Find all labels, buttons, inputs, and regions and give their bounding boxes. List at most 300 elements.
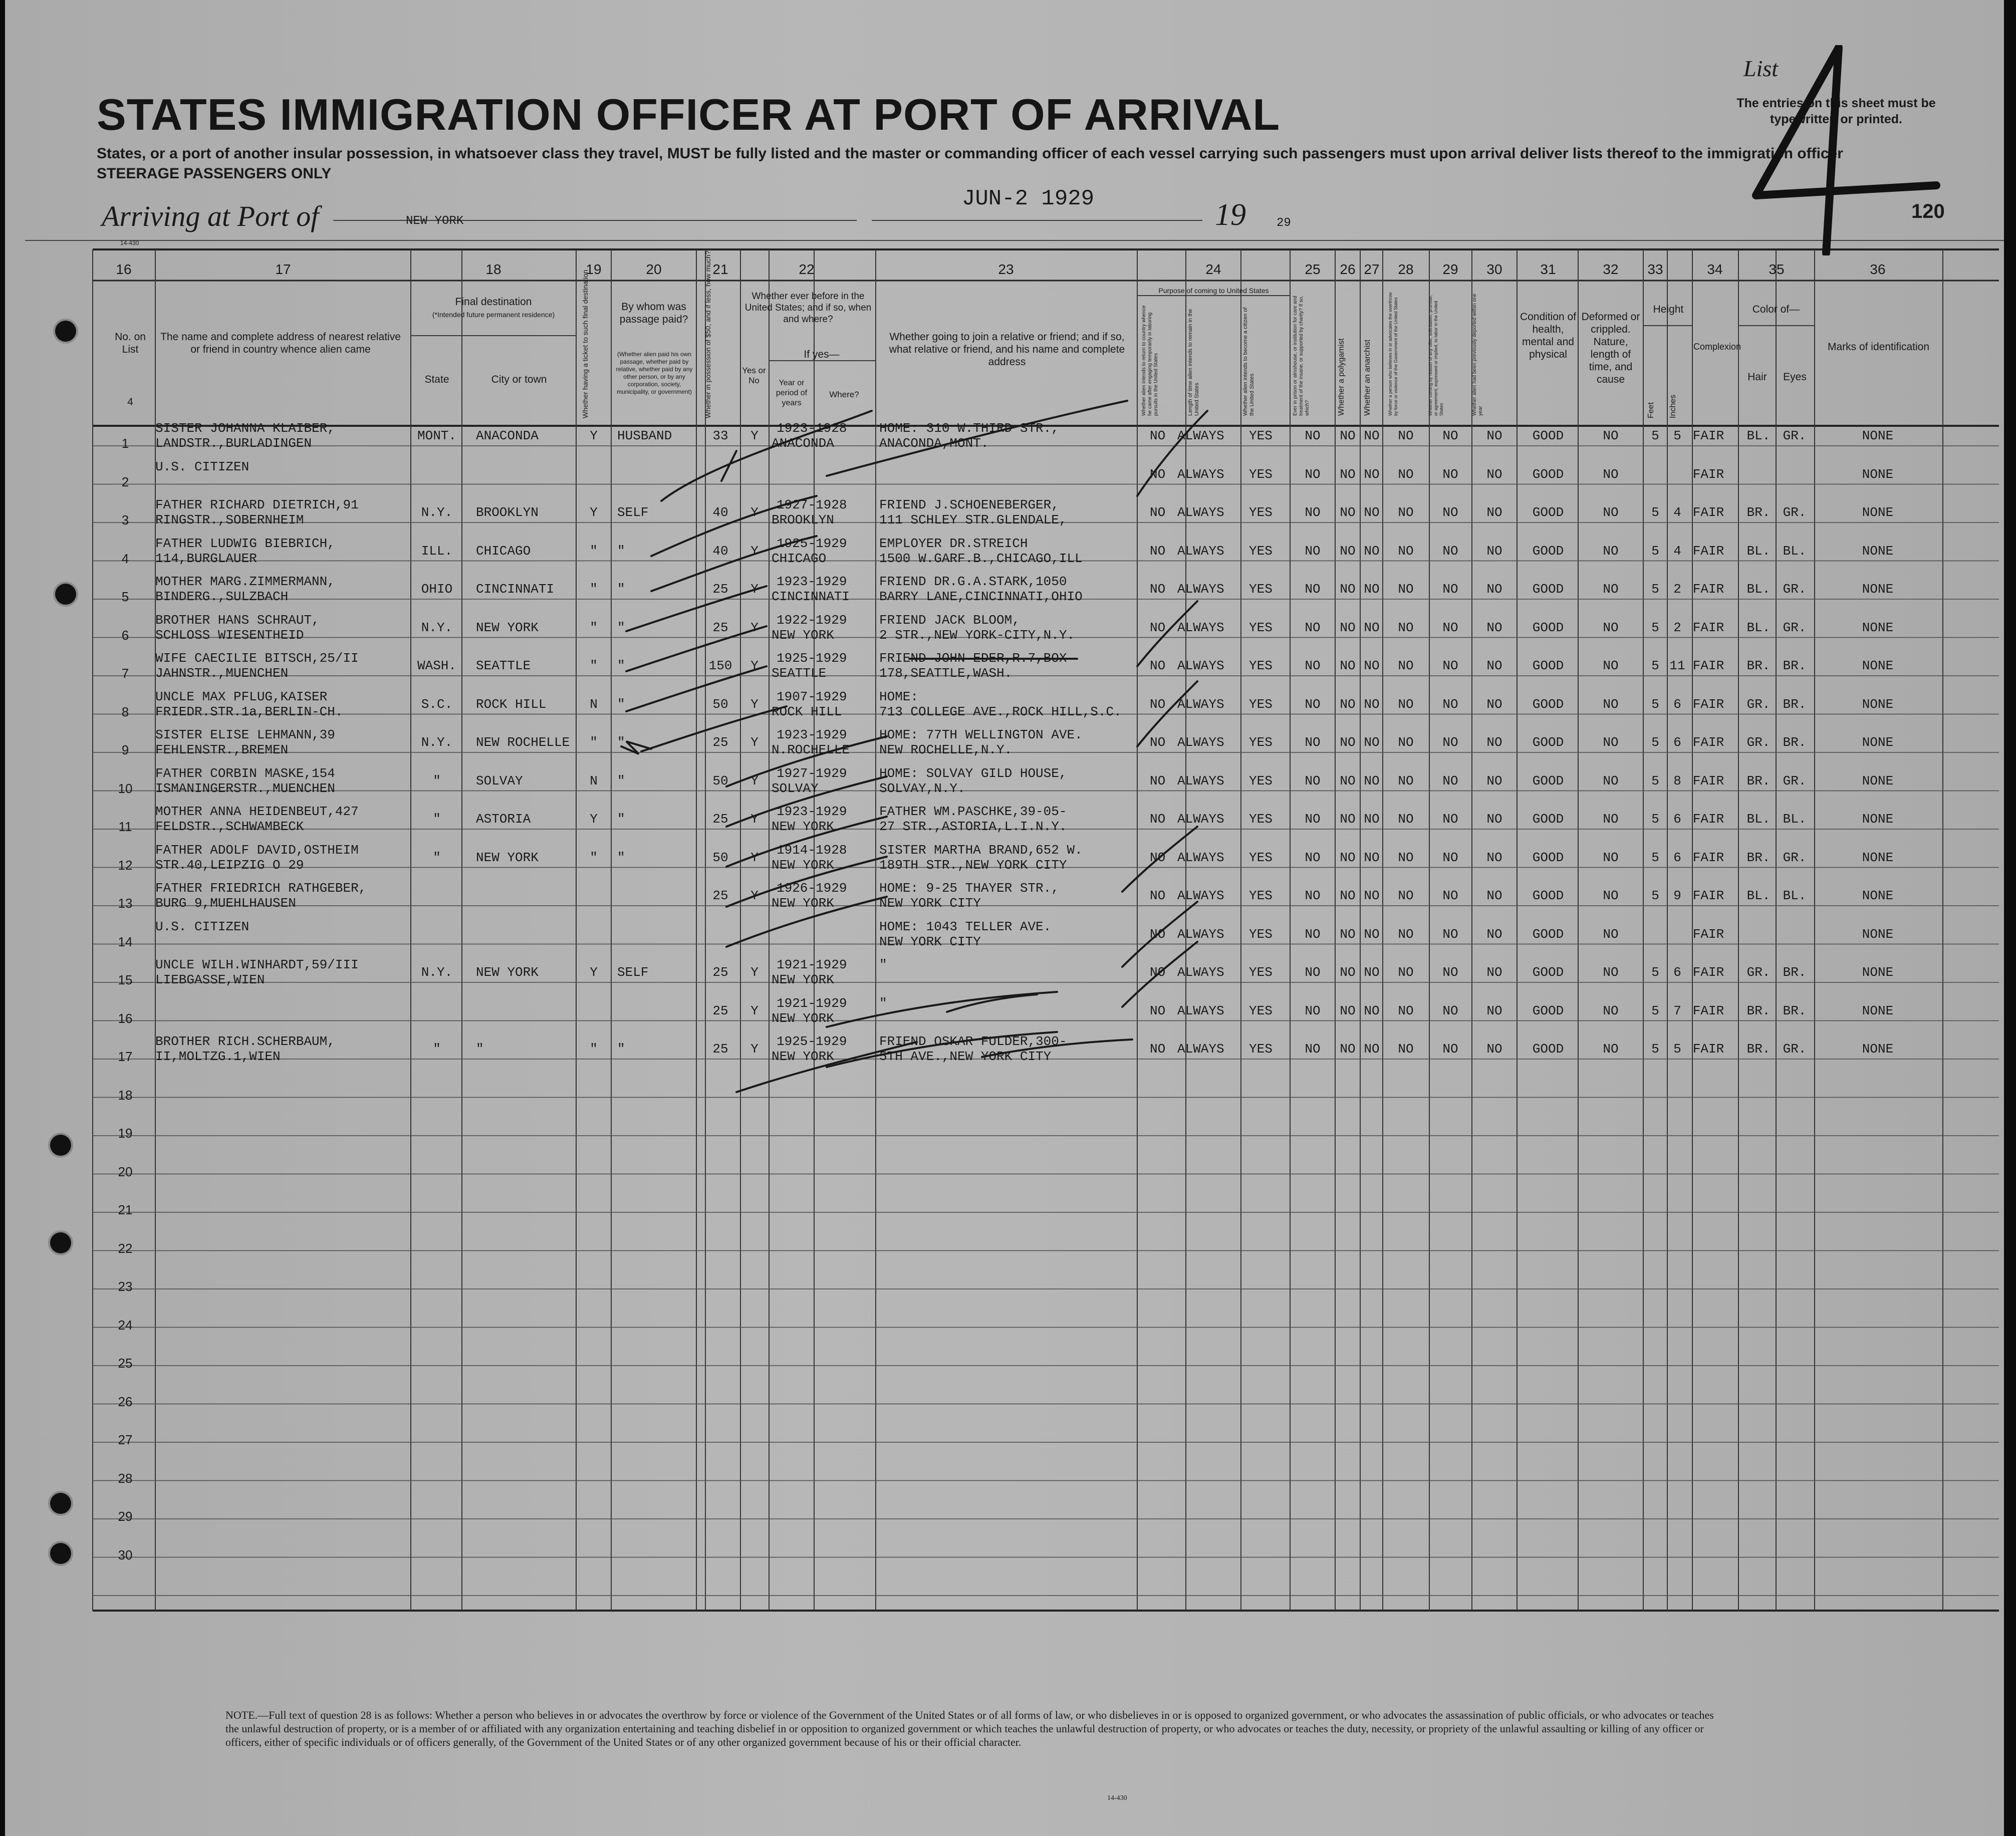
cell-years: 1925-1929 xyxy=(777,536,847,551)
cell-inches: 6 xyxy=(1673,696,1681,712)
row-number: 24 xyxy=(118,1317,133,1333)
cell-deformed: NO xyxy=(1603,428,1619,443)
cell-years: 1925-1929 xyxy=(777,651,847,666)
cell-yn: Y xyxy=(750,505,759,520)
cell-q29: NO xyxy=(1442,1003,1458,1018)
cell-marks: NONE xyxy=(1862,850,1894,865)
cell-state: OHIO xyxy=(421,582,453,597)
cell-p3: YES xyxy=(1249,965,1273,980)
cell-feet: 5 xyxy=(1651,1003,1659,1018)
cell-ticket: " xyxy=(590,658,598,673)
tick-stroke-20 xyxy=(1122,827,1197,892)
cell-deformed: NO xyxy=(1603,735,1619,750)
cell-where: NEW YORK xyxy=(772,896,834,911)
cell-city: ROCK HILL xyxy=(476,696,547,712)
cell-inches: 4 xyxy=(1673,505,1681,520)
cell-q25: NO xyxy=(1305,466,1321,482)
col26-header: Whether a polygamist xyxy=(1337,338,1346,416)
cell-p3: YES xyxy=(1249,1003,1273,1018)
cell-p2: ALWAYS xyxy=(1177,888,1224,903)
cell-q29: NO xyxy=(1442,466,1458,482)
cell-city: NEW ROCHELLE xyxy=(476,735,570,750)
cell-state: " xyxy=(433,850,441,865)
cell-rel2: FEHLENSTR.,BREMEN xyxy=(155,742,289,757)
tick-stroke-5 xyxy=(626,586,767,631)
cell-yn: Y xyxy=(750,965,759,980)
cell-join2: 111 SCHLEY STR.GLENDALE, xyxy=(879,512,1067,528)
tick-stroke-17 xyxy=(1137,411,1207,496)
cell-health: GOOD xyxy=(1532,1041,1564,1057)
cell-p2: ALWAYS xyxy=(1177,466,1224,482)
cell-inches: 8 xyxy=(1673,773,1681,789)
cell-rel2: LANDSTR.,BURLADINGEN xyxy=(155,436,312,451)
cell-feet: 5 xyxy=(1651,812,1659,827)
page-title: STATES IMMIGRATION OFFICER AT PORT OF ARRIVAL xyxy=(97,90,1281,139)
cell-marks: NONE xyxy=(1862,466,1894,482)
cell-where: SOLVAY xyxy=(772,780,819,796)
cell-p1: NO xyxy=(1150,620,1166,635)
cell-paid: " xyxy=(617,773,625,789)
cell-marks: NONE xyxy=(1862,582,1894,597)
cell-eyes: GR. xyxy=(1783,620,1807,635)
cell-q26: NO xyxy=(1340,582,1356,597)
cell-marks: NONE xyxy=(1862,1041,1894,1057)
cell-paid: " xyxy=(617,696,625,712)
cell-q28: NO xyxy=(1398,543,1414,559)
col34-header: Complexion xyxy=(1693,342,1741,352)
arrival-date-stamp: JUN-2 1929 xyxy=(962,186,1095,211)
cell-p1: NO xyxy=(1150,812,1166,827)
cell-state: " xyxy=(433,773,441,789)
cell-q25: NO xyxy=(1305,582,1321,597)
cell-eyes: BL. xyxy=(1783,543,1807,559)
cell-p3: YES xyxy=(1249,466,1273,482)
cell-rel2: BINDERG.,SULZBACH xyxy=(155,589,289,604)
cell-complexion: FAIR xyxy=(1692,850,1724,865)
row-number: 8 xyxy=(121,704,129,719)
col16-header: No. on List xyxy=(115,331,146,355)
footnote: NOTE.—Full text of question 28 is as follows: Whether a person who believes in or advocates the overthrow by force or violence of the Government of the United States or of all forms of law, or who disbelieves in or is opposed to organized government, or who advocates the assassination of public officials, or who advocates or teaches the unlawful destruction of property, or is a member of or affiliated with any organization entertaining and teaching disbelief in or opposition to organized government or which teaches the unlawful destruction of property, or who advocates or teaches the duty, necessity, or propriety of the unlawful assaulting or killing of any officer or officers, either of specific individuals or of officers generally, of the Government of the United States or of any other organized government because of his or their official character. xyxy=(225,1709,1714,1748)
tick-stroke-14 xyxy=(827,992,1057,1027)
cell-hair: BL. xyxy=(1746,428,1771,443)
col22-where: Where? xyxy=(829,390,859,399)
cell-eyes: BR. xyxy=(1783,965,1807,980)
cell-q30: NO xyxy=(1486,696,1502,712)
cell-marks: NONE xyxy=(1862,812,1894,827)
col32-header: Deformed or crippled. Nature, length of time, and cause xyxy=(1581,311,1640,385)
cell-p3: YES xyxy=(1249,735,1273,750)
cell-p2: ALWAYS xyxy=(1177,965,1224,980)
cell-join1: FRIEND DR.G.A.STARK,1050 xyxy=(879,574,1067,589)
cell-p2: ALWAYS xyxy=(1177,696,1224,712)
cell-join2: 5TH AVE.,NEW YORK CITY xyxy=(879,1049,1052,1064)
cell-q29: NO xyxy=(1442,965,1458,980)
cell-p1: NO xyxy=(1150,965,1166,980)
column-number: 16 xyxy=(116,261,132,277)
cell-q27: NO xyxy=(1364,658,1380,673)
cell-q30: NO xyxy=(1486,965,1502,980)
row-number: 23 xyxy=(118,1279,133,1294)
col33-inches: Inches xyxy=(1669,394,1677,418)
cell-paid: SELF xyxy=(617,965,649,980)
cell-p2: ALWAYS xyxy=(1177,773,1224,789)
col20-note: (Whether alien paid his own passage, whether paid by relative, whether paid by any other person, or by any corporation, society, municipality, or government) xyxy=(616,351,693,395)
tick-stroke-6 xyxy=(626,626,767,671)
cell-q26: NO xyxy=(1340,620,1356,635)
row-number: 19 xyxy=(118,1126,133,1141)
cell-inches: 5 xyxy=(1673,428,1681,443)
tick-stroke-1 xyxy=(661,411,872,501)
cell-hair: BL. xyxy=(1746,888,1771,903)
cell-q30: NO xyxy=(1486,582,1502,597)
cell-p3: YES xyxy=(1249,620,1273,635)
cell-q27: NO xyxy=(1364,735,1380,750)
list-label: List xyxy=(1743,56,1779,81)
cell-where: ROCK HILL xyxy=(772,704,842,719)
row-number: 10 xyxy=(118,780,133,796)
tick-stroke-7 xyxy=(626,666,767,711)
cell-years: 1923-1928 xyxy=(777,421,847,436)
col24-a: Whether alien intends to return to country whence he came after engaging temporarily in laboring pursuits in the United States xyxy=(1141,305,1159,416)
page-number: 120 xyxy=(1911,200,1945,222)
row-number: 18 xyxy=(118,1087,133,1103)
cell-marks: NONE xyxy=(1862,428,1894,443)
cell-ticket: " xyxy=(590,1041,598,1057)
cell-rel1: BROTHER RICH.SCHERBAUM, xyxy=(155,1034,335,1049)
cell-state: ILL. xyxy=(421,543,453,559)
cell-years: 1914-1928 xyxy=(777,842,847,858)
cell-deformed: NO xyxy=(1603,620,1619,635)
cell-eyes: BL. xyxy=(1783,812,1807,827)
cell-money: 50 xyxy=(712,696,728,712)
cell-q29: NO xyxy=(1442,543,1458,559)
cell-years: 1923-1929 xyxy=(777,727,847,742)
cell-q26: NO xyxy=(1340,658,1356,673)
tick-stroke-21 xyxy=(1122,902,1197,967)
cell-marks: NONE xyxy=(1862,1003,1894,1018)
cell-deformed: NO xyxy=(1603,658,1619,673)
cell-deformed: NO xyxy=(1603,812,1619,827)
cell-eyes: BR. xyxy=(1783,658,1807,673)
cell-years: 1921-1929 xyxy=(777,957,847,972)
instruction-line: States, or a port of another insular possession, in whatsoever class they travel, MUST be fully listed and the master or commanding officer of each vessel carrying such passengers must upon arrival deliver lists thereof to the immigration officer xyxy=(97,145,1843,162)
cell-q27: NO xyxy=(1364,965,1380,980)
cell-health: GOOD xyxy=(1532,773,1564,789)
cell-years: 1927-1928 xyxy=(777,497,847,512)
cell-deformed: NO xyxy=(1603,888,1619,903)
cell-health: GOOD xyxy=(1532,505,1564,520)
cell-money: 40 xyxy=(712,505,728,520)
cell-money: 25 xyxy=(712,812,728,827)
row-number: 22 xyxy=(118,1240,133,1256)
cell-q30: NO xyxy=(1486,505,1502,520)
cell-hair: BR. xyxy=(1746,658,1771,673)
cell-q27: NO xyxy=(1364,812,1380,827)
col33-header: Height xyxy=(1653,304,1684,315)
cell-p3: YES xyxy=(1249,773,1273,789)
tick-stroke-10 xyxy=(726,776,887,827)
cell-rel2: FELDSTR.,SCHWAMBECK xyxy=(155,819,304,834)
cell-q25: NO xyxy=(1305,773,1321,789)
row-number: 4 xyxy=(121,551,129,566)
cell-health: GOOD xyxy=(1532,658,1564,673)
cell-money: 25 xyxy=(712,1041,728,1057)
cell-health: GOOD xyxy=(1532,965,1564,980)
cell-hair: GR. xyxy=(1746,735,1771,750)
cell-q29: NO xyxy=(1442,1041,1458,1057)
cell-rel1: WIFE CAECILIE BITSCH,25/II xyxy=(155,651,359,666)
cell-money: 40 xyxy=(712,543,728,559)
manifest-sheet xyxy=(5,0,2004,1836)
col22-year: Year or period of years xyxy=(776,379,808,407)
cell-q26: NO xyxy=(1340,696,1356,712)
cell-money: 25 xyxy=(712,582,728,597)
cell-q30: NO xyxy=(1486,620,1502,635)
cell-q26: NO xyxy=(1340,812,1356,827)
cell-state: N.Y. xyxy=(421,505,453,520)
cell-rel2: SCHLOSS WIESENTHEID xyxy=(155,627,304,643)
column-number: 24 xyxy=(1205,261,1221,277)
cell-deformed: NO xyxy=(1603,505,1619,520)
cell-q30: NO xyxy=(1486,773,1502,789)
row-number: 11 xyxy=(118,819,132,834)
cell-marks: NONE xyxy=(1862,735,1894,750)
row-number: 1 xyxy=(121,436,129,451)
cell-city: NEW YORK xyxy=(476,620,539,635)
cell-health: GOOD xyxy=(1532,926,1564,942)
column-number: 35 xyxy=(1769,261,1785,277)
cell-state: " xyxy=(433,812,441,827)
cell-paid: " xyxy=(617,543,625,559)
scribble-mark xyxy=(621,741,651,754)
cell-rel2: II,MOLTZG.1,WIEN xyxy=(155,1049,281,1064)
cell-p1: NO xyxy=(1150,658,1166,673)
cell-complexion: FAIR xyxy=(1692,735,1724,750)
cell-p3: YES xyxy=(1249,926,1273,942)
form-number: 14-430 xyxy=(120,239,139,246)
row-number: 7 xyxy=(121,666,129,681)
cell-paid: " xyxy=(617,735,625,750)
cell-feet: 5 xyxy=(1651,658,1659,673)
cell-q25: NO xyxy=(1305,543,1321,559)
cell-ticket: " xyxy=(590,543,598,559)
port-label: Arriving at Port of xyxy=(102,200,319,232)
cell-p3: YES xyxy=(1249,812,1273,827)
cell-years: 1926-1929 xyxy=(777,881,847,896)
cell-paid: " xyxy=(617,1041,625,1057)
cell-complexion: FAIR xyxy=(1692,582,1724,597)
cell-hair: BR. xyxy=(1746,773,1771,789)
col23-header: Whether going to join a relative or friend; and if so, what relative or friend, and his name and complete address xyxy=(889,331,1125,368)
cell-hair: BR. xyxy=(1746,505,1771,520)
cell-q30: NO xyxy=(1486,926,1502,942)
col22-ifyes: If yes— xyxy=(804,349,840,360)
col35-header: Color of— xyxy=(1752,304,1800,315)
cell-rel2: LIEBGASSE,WIEN xyxy=(155,972,265,987)
cell-join2: NEW ROCHELLE,N.Y. xyxy=(879,742,1013,757)
cell-years: 1922-1929 xyxy=(777,612,847,628)
cell-paid: HUSBAND xyxy=(617,428,672,443)
column-number: 18 xyxy=(485,261,501,277)
cell-years: 1925-1929 xyxy=(777,1034,847,1049)
cell-rel2: FRIEDR.STR.1a,BERLIN-CH. xyxy=(155,704,343,719)
cell-q26: NO xyxy=(1340,888,1356,903)
cell-rel1: FATHER RICHARD DIETRICH,91 xyxy=(155,497,359,512)
cell-join2: 1500 W.GARF.B.,CHICAGO,ILL xyxy=(879,551,1083,566)
cell-q26: NO xyxy=(1340,466,1356,482)
cell-feet: 5 xyxy=(1651,582,1659,597)
cell-q25: NO xyxy=(1305,428,1321,443)
row-number: 30 xyxy=(118,1547,133,1562)
cell-health: GOOD xyxy=(1532,428,1564,443)
cell-q30: NO xyxy=(1486,1041,1502,1057)
cell-p3: YES xyxy=(1249,658,1273,673)
cell-complexion: FAIR xyxy=(1692,466,1724,482)
cell-join1: HOME: xyxy=(879,689,919,704)
cell-complexion: FAIR xyxy=(1692,543,1724,559)
row-number: 2 xyxy=(121,474,129,489)
col24-header: Purpose of coming to United States xyxy=(1158,287,1269,295)
cell-ticket: Y xyxy=(590,812,598,827)
cell-p2: ALWAYS xyxy=(1177,735,1224,750)
col31-header: Condition of health, mental and physical xyxy=(1520,311,1577,360)
handwritten-annotations xyxy=(5,0,2004,1836)
cell-city: CHICAGO xyxy=(476,543,531,559)
cell-yn: Y xyxy=(750,582,759,597)
cell-q27: NO xyxy=(1364,773,1380,789)
tick-stroke-11 xyxy=(726,817,887,867)
cell-city: SEATTLE xyxy=(476,658,531,673)
cell-feet: 5 xyxy=(1651,696,1659,712)
col25-header: Ever in prison or almshouse, or institution for care and treatment of the insane, or supported by charity? If so, which? xyxy=(1293,296,1310,416)
cell-where: N.ROCHELLE xyxy=(772,742,850,757)
cell-rel1: UNCLE WILH.WINHARDT,59/III xyxy=(155,957,359,972)
cell-join1: HOME: 9-25 THAYER STR., xyxy=(879,881,1059,896)
cell-q25: NO xyxy=(1305,812,1321,827)
cell-where: BROOKLYN xyxy=(772,512,834,528)
cell-complexion: FAIR xyxy=(1692,965,1724,980)
cell-q25: NO xyxy=(1305,735,1321,750)
cell-health: GOOD xyxy=(1532,812,1564,827)
punch-hole xyxy=(50,1232,71,1253)
cell-q26: NO xyxy=(1340,735,1356,750)
footnote-form-number: 14-430 xyxy=(1107,1794,1127,1802)
cell-state: " xyxy=(433,1041,441,1057)
row-number: 13 xyxy=(118,896,133,911)
cell-join1: HOME: 1043 TELLER AVE. xyxy=(879,919,1052,934)
cell-rel1: BROTHER HANS SCHRAUT, xyxy=(155,612,320,628)
cell-complexion: FAIR xyxy=(1692,696,1724,712)
col24-c: Whether alien intends to become a citizen of the United States xyxy=(1242,307,1255,416)
cell-eyes: BR. xyxy=(1783,735,1807,750)
cell-marks: NONE xyxy=(1862,773,1894,789)
cell-marks: NONE xyxy=(1862,505,1894,520)
cell-inches: 5 xyxy=(1673,1041,1681,1057)
cell-p2: ALWAYS xyxy=(1177,428,1224,443)
cell-years: 1923-1929 xyxy=(777,804,847,819)
cell-q29: NO xyxy=(1442,850,1458,865)
row-number: 16 xyxy=(118,1010,133,1026)
cell-q28: NO xyxy=(1398,696,1414,712)
cell-p2: ALWAYS xyxy=(1177,658,1224,673)
cell-money: 25 xyxy=(712,620,728,635)
cell-p3: YES xyxy=(1249,696,1273,712)
cell-q27: NO xyxy=(1364,888,1380,903)
col28-header: Whether a person who believes in or advocates the overthrow by force or violence of the Government of the United States xyxy=(1388,292,1398,416)
cell-deformed: NO xyxy=(1603,1041,1619,1057)
cell-eyes: BL. xyxy=(1783,888,1807,903)
row-number: 28 xyxy=(118,1470,133,1486)
punch-hole xyxy=(50,1493,71,1514)
cell-q29: NO xyxy=(1442,505,1458,520)
cell-deformed: NO xyxy=(1603,773,1619,789)
cell-p2: ALWAYS xyxy=(1177,926,1224,942)
cell-p1: NO xyxy=(1150,428,1166,443)
cell-where: CINCINNATI xyxy=(772,589,850,604)
column-number: 19 xyxy=(586,261,602,277)
cell-join1: FRIEND OSKAR FULDER,300- xyxy=(879,1034,1067,1049)
cell-years: 1923-1929 xyxy=(777,574,847,589)
cell-join2: 178,SEATTLE,WASH. xyxy=(879,666,1013,681)
cell-q28: NO xyxy=(1398,773,1414,789)
cell-feet: 5 xyxy=(1651,1041,1659,1057)
column-number: 29 xyxy=(1442,261,1458,277)
cell-city: " xyxy=(476,1041,484,1057)
cell-city: CINCINNATI xyxy=(476,582,555,597)
cell-p1: NO xyxy=(1150,850,1166,865)
cell-marks: NONE xyxy=(1862,658,1894,673)
cell-deformed: NO xyxy=(1603,926,1619,942)
cell-q29: NO xyxy=(1442,428,1458,443)
cell-rel2: 114,BURGLAUER xyxy=(155,551,257,566)
cell-paid: " xyxy=(617,620,625,635)
cell-inches: 6 xyxy=(1673,735,1681,750)
cell-complexion: FAIR xyxy=(1692,505,1724,520)
cell-feet: 5 xyxy=(1651,773,1659,789)
cell-yn: Y xyxy=(750,888,759,903)
cell-paid: " xyxy=(617,850,625,865)
cell-q26: NO xyxy=(1340,428,1356,443)
cell-q30: NO xyxy=(1486,812,1502,827)
cell-money: 25 xyxy=(712,965,728,980)
cell-join2: 713 COLLEGE AVE.,ROCK HILL,S.C. xyxy=(879,704,1122,719)
cell-q30: NO xyxy=(1486,1003,1502,1018)
cell-ticket: " xyxy=(590,735,598,750)
cell-join1: FATHER WM.PASCHKE,39-05- xyxy=(879,804,1067,819)
row-number: 15 xyxy=(118,972,133,987)
cell-q27: NO xyxy=(1364,582,1380,597)
cell-q26: NO xyxy=(1340,543,1356,559)
row-number: 17 xyxy=(118,1049,133,1064)
cell-q27: NO xyxy=(1364,428,1380,443)
col30-header: Whether alien had been previously deported within one year xyxy=(1472,293,1483,416)
cell-health: GOOD xyxy=(1532,888,1564,903)
cell-join2: ANACONDA,MONT. xyxy=(879,436,989,451)
cell-p1: NO xyxy=(1150,1041,1166,1057)
cell-state: WASH. xyxy=(417,658,457,673)
cell-join1: HOME: 310 W.THIRD STR., xyxy=(879,421,1059,436)
cell-hair: BL. xyxy=(1746,620,1771,635)
col36-header: Marks of identification xyxy=(1827,341,1930,353)
col20-header: By whom was passage paid? xyxy=(619,301,688,325)
cell-where: NEW YORK xyxy=(772,857,834,873)
row-number: 9 xyxy=(121,742,129,757)
cell-q26: NO xyxy=(1340,1003,1356,1018)
cell-rel1: UNCLE MAX PFLUG,KAISER xyxy=(155,689,328,704)
column-number: 34 xyxy=(1707,261,1723,277)
cell-rel1: U.S. CITIZEN xyxy=(155,459,249,474)
cell-where: ANACONDA xyxy=(772,436,834,451)
